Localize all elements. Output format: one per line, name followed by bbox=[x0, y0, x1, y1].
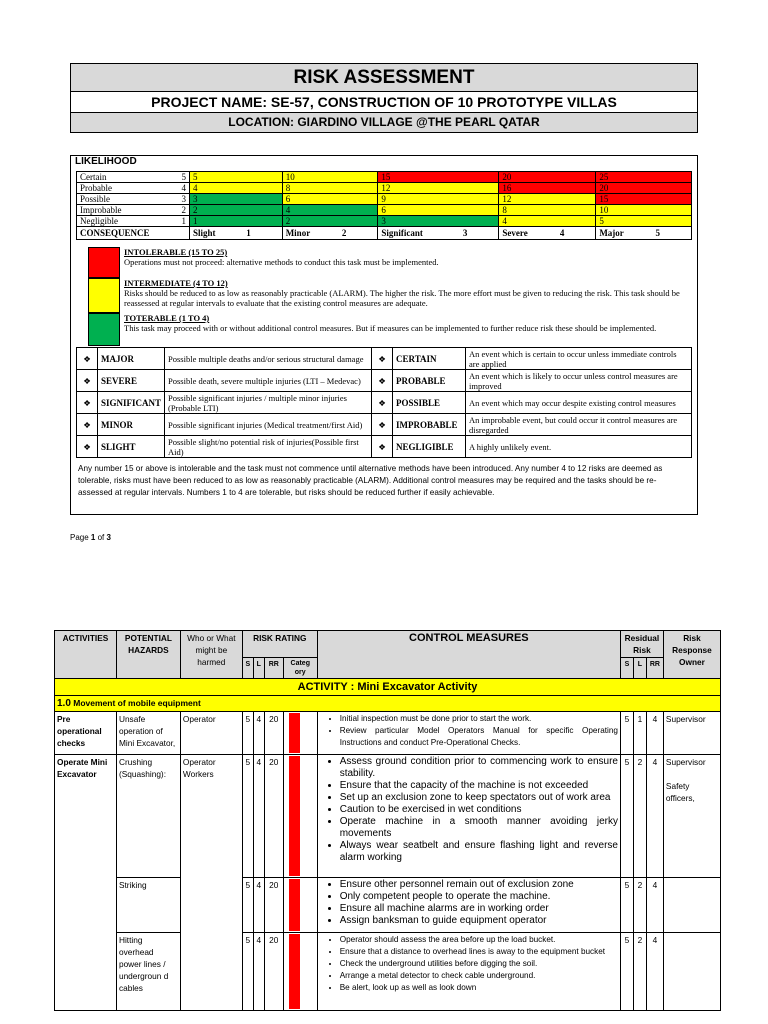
page-number bbox=[70, 533, 111, 542]
activity-banner: ACTIVITY : Mini Excavator Activity bbox=[55, 679, 721, 696]
residual-l: 2 bbox=[633, 755, 646, 878]
col-residual-rr: RR bbox=[646, 658, 663, 679]
control-measures-list bbox=[320, 879, 618, 927]
control-measure: • Always wear seatbelt and ensure flashing light and reverse alarm working bbox=[340, 840, 618, 864]
category-cell bbox=[283, 755, 317, 878]
control-measure: • Be alert, look up as well as look down bbox=[340, 982, 618, 994]
consequence-number: 2 bbox=[341, 228, 347, 238]
bullet-icon: ❖ bbox=[372, 392, 393, 414]
residual-rr: 4 bbox=[646, 878, 663, 933]
bullet-icon: ❖ bbox=[77, 436, 98, 458]
col-activities: ACTIVITIES bbox=[55, 631, 117, 679]
matrix-cell: 6 bbox=[378, 205, 499, 216]
matrix-row bbox=[77, 194, 692, 205]
project-name: PROJECT NAME: SE-57, CONSTRUCTION OF 10 PROTOTYPE VILLAS bbox=[70, 92, 698, 113]
rating-l: 4 bbox=[253, 933, 264, 1011]
consequence-number: 1 bbox=[246, 228, 251, 238]
category-cell bbox=[283, 933, 317, 1011]
matrix-cell: 3 bbox=[190, 194, 283, 205]
consequence-cell bbox=[378, 227, 499, 240]
control-measure: • Review particular Model Operators Manual for specific Operating Instructions and conduct Pre-Operational Checks. bbox=[340, 725, 618, 749]
consequence-number: 5 bbox=[655, 228, 660, 238]
severity-term: MINOR bbox=[98, 414, 165, 436]
legend-tolerable bbox=[76, 313, 692, 346]
matrix-cell: 12 bbox=[499, 194, 596, 205]
col-rr: RR bbox=[264, 658, 283, 679]
section-heading bbox=[55, 696, 721, 712]
matrix-cell: 10 bbox=[596, 205, 692, 216]
severity-description: Possible significant injuries / multiple minor injuries (Probable LTI) bbox=[165, 392, 372, 414]
rating-l: 4 bbox=[253, 755, 264, 878]
rating-s: 5 bbox=[242, 712, 253, 755]
project-location: LOCATION: GIARDINO VILLAGE @THE PEARL QATAR bbox=[70, 113, 698, 133]
legend-swatch-green bbox=[88, 313, 120, 346]
rating-rr: 20 bbox=[264, 712, 283, 755]
who-cell: Operator bbox=[180, 712, 242, 755]
table-row bbox=[55, 755, 721, 878]
rating-l: 4 bbox=[253, 878, 264, 933]
likelihood-term: POSSIBLE bbox=[393, 392, 466, 414]
matrix-cell: 3 bbox=[378, 216, 499, 227]
definition-row bbox=[77, 414, 692, 436]
control-measures-list bbox=[320, 934, 618, 994]
consequence-name: Significant bbox=[381, 228, 423, 238]
likelihood-term: CERTAIN bbox=[393, 348, 466, 370]
likelihood-number: 3 bbox=[181, 194, 186, 204]
severity-term: MAJOR bbox=[98, 348, 165, 370]
severity-description: Possible significant injuries (Medical treatment/first Aid) bbox=[165, 414, 372, 436]
bullet-icon: ❖ bbox=[372, 348, 393, 370]
consequence-label: CONSEQUENCE bbox=[77, 227, 190, 240]
residual-rr: 4 bbox=[646, 755, 663, 878]
activity-cell: Pre operational checks bbox=[55, 712, 117, 755]
residual-l: 2 bbox=[633, 933, 646, 1011]
col-owner: Risk Response Owner bbox=[663, 631, 720, 679]
control-measure: • Arrange a metal detector to check cable underground. bbox=[340, 970, 618, 982]
control-measure: • Operate machine in a smooth manner avoiding jerky movements bbox=[340, 816, 618, 840]
risk-note: Any number 15 or above is intolerable and the task must not commence until alternative methods have been introduced. Any number 4 to 12 risks are deemed as tolerable, risks must have been reduced to as low as reasonably practicable (ALARM). Additional control measures may be required and the tasks should be re-assessed at regular intervals. Numbers 1 to 4 are tolerable, but risks should be reduced further if easily achievable. bbox=[78, 464, 663, 497]
col-hazards: POTENTIAL HAZARDS bbox=[116, 631, 180, 679]
matrix-cell: 4 bbox=[499, 216, 596, 227]
consequence-number: 3 bbox=[462, 228, 468, 238]
severity-description: Possible death, severe multiple injuries (LTI – Medevac) bbox=[165, 370, 372, 392]
likelihood-term: NEGLIGIBLE bbox=[393, 436, 466, 458]
matrix-cell: 25 bbox=[596, 172, 692, 183]
activity-table bbox=[54, 630, 721, 1011]
owner-cell bbox=[663, 712, 720, 755]
category-red-bar bbox=[289, 934, 300, 1009]
matrix-cell: 5 bbox=[190, 172, 283, 183]
col-who: Who or What might be harmed bbox=[180, 631, 242, 679]
category-cell bbox=[283, 712, 317, 755]
control-measures-list bbox=[320, 713, 618, 749]
owner-cell bbox=[663, 755, 720, 878]
legend-text: This task may proceed with or without additional control measures. But if measures can be implemented to further reduce risk these should be implemented. bbox=[124, 323, 657, 333]
matrix-cell: 20 bbox=[499, 172, 596, 183]
legend-intolerable bbox=[76, 247, 692, 278]
hazard-cell: Hitting overhead power lines / undergroun d cables bbox=[116, 933, 180, 1011]
likelihood-label bbox=[77, 194, 190, 205]
rating-rr: 20 bbox=[264, 755, 283, 878]
residual-l: 2 bbox=[633, 878, 646, 933]
matrix-cell: 8 bbox=[282, 183, 378, 194]
likelihood-number: 2 bbox=[181, 205, 186, 215]
definitions-table bbox=[76, 347, 692, 458]
matrix-row bbox=[77, 205, 692, 216]
consequence-name: Major bbox=[599, 228, 624, 238]
owner-name: Supervisor bbox=[665, 714, 706, 724]
residual-rr: 4 bbox=[646, 712, 663, 755]
col-residual-s: S bbox=[620, 658, 633, 679]
control-measure: • Set up an exclusion zone to keep spectators out of work area bbox=[340, 792, 618, 804]
likelihood-number: 4 bbox=[181, 183, 186, 193]
definition-row bbox=[77, 348, 692, 370]
bullet-icon: ❖ bbox=[77, 348, 98, 370]
definition-row bbox=[77, 436, 692, 458]
legend-title: INTERMEDIATE (4 TO 12) bbox=[124, 278, 228, 288]
matrix-row bbox=[77, 216, 692, 227]
control-measure: • Caution to be exercised in wet conditions bbox=[340, 804, 618, 816]
consequence-cell bbox=[282, 227, 378, 240]
control-measure: • Ensure all machine alarms are in working order bbox=[340, 903, 618, 915]
matrix-cell: 16 bbox=[499, 183, 596, 194]
hazard-cell: Striking bbox=[116, 878, 180, 933]
control-measures-list bbox=[320, 756, 618, 864]
likelihood-description: An improbable event, but could occur it control measures are disregarded bbox=[466, 414, 692, 436]
legend-swatch-red bbox=[88, 247, 120, 278]
bullet-icon: ❖ bbox=[77, 414, 98, 436]
consequence-row bbox=[77, 227, 692, 240]
hazard-cell: Crushing (Squashing): bbox=[116, 755, 180, 878]
definition-row bbox=[77, 392, 692, 414]
owner-cell bbox=[663, 933, 720, 1011]
table-row bbox=[55, 712, 721, 755]
residual-s: 5 bbox=[620, 933, 633, 1011]
consequence-cell bbox=[190, 227, 283, 240]
control-measures-cell bbox=[317, 878, 620, 933]
rating-l: 4 bbox=[253, 712, 264, 755]
likelihood-title: LIKELIHOOD bbox=[75, 156, 137, 167]
matrix-cell: 15 bbox=[378, 172, 499, 183]
control-measure: • Ensure other personnel remain out of exclusion zone bbox=[340, 879, 618, 891]
risk-matrix-table bbox=[76, 171, 692, 240]
residual-rr: 4 bbox=[646, 933, 663, 1011]
control-measure: • Check the underground utilities before digging the soil. bbox=[340, 958, 618, 970]
residual-s: 5 bbox=[620, 878, 633, 933]
legend-text: Risks should be reduced to as low as reasonably practicable (ALARM). The higher the risk. The more effort must be given to reducing the risk. This task should be reassessed at regular intervals to evaluate that the existing control measures are adequate. bbox=[124, 288, 680, 308]
likelihood-label bbox=[77, 183, 190, 194]
severity-term: SIGNIFICANT bbox=[98, 392, 165, 414]
consequence-name: Minor bbox=[285, 228, 311, 238]
matrix-cell: 10 bbox=[282, 172, 378, 183]
likelihood-number: 1 bbox=[181, 216, 186, 226]
severity-term: SEVERE bbox=[98, 370, 165, 392]
rating-s: 5 bbox=[242, 755, 253, 878]
legend-text: Operations must not proceed: alternative methods to conduct this task must be implemented. bbox=[124, 257, 439, 267]
control-measure: • Assess ground condition prior to commencing work to ensure stability. bbox=[340, 756, 618, 780]
control-measure: • Only competent people to operate the machine. bbox=[340, 891, 618, 903]
rating-rr: 20 bbox=[264, 933, 283, 1011]
col-residual-l: L bbox=[633, 658, 646, 679]
consequence-name: Slight bbox=[193, 228, 216, 238]
owner-name-secondary: Safety officers, bbox=[665, 781, 695, 803]
bullet-icon: ❖ bbox=[77, 370, 98, 392]
owner-cell bbox=[663, 878, 720, 933]
likelihood-name: Negligible bbox=[80, 216, 118, 226]
likelihood-name: Probable bbox=[80, 183, 112, 193]
document-title: RISK ASSESSMENT bbox=[70, 63, 698, 92]
likelihood-label bbox=[77, 205, 190, 216]
likelihood-term: IMPROBABLE bbox=[393, 414, 466, 436]
consequence-number: 4 bbox=[559, 228, 565, 238]
bullet-icon: ❖ bbox=[372, 414, 393, 436]
bullet-icon: ❖ bbox=[372, 436, 393, 458]
severity-term: SLIGHT bbox=[98, 436, 165, 458]
severity-description: Possible multiple deaths and/or serious structural damage bbox=[165, 348, 372, 370]
activity-cell: Operate Mini Excavator bbox=[55, 755, 117, 1011]
category-red-bar bbox=[289, 713, 300, 753]
col-category: Categ ory bbox=[283, 658, 317, 679]
col-s: S bbox=[242, 658, 253, 679]
consequence-cell bbox=[596, 227, 692, 240]
consequence-cell bbox=[499, 227, 596, 240]
control-measure: • Ensure that a distance to overhead lines is away to the equipment bucket bbox=[340, 946, 618, 958]
bullet-icon: ❖ bbox=[372, 370, 393, 392]
residual-l: 1 bbox=[633, 712, 646, 755]
section-number: 1.0 bbox=[57, 698, 71, 709]
matrix-cell: 8 bbox=[499, 205, 596, 216]
category-red-bar bbox=[289, 879, 300, 931]
matrix-row bbox=[77, 172, 692, 183]
likelihood-name: Possible bbox=[80, 194, 111, 204]
col-risk-rating: RISK RATING bbox=[242, 631, 317, 658]
likelihood-description: An event which is certain to occur unless immediate controls are applied bbox=[466, 348, 692, 370]
rating-s: 5 bbox=[242, 933, 253, 1011]
residual-s: 5 bbox=[620, 712, 633, 755]
likelihood-name: Certain bbox=[80, 172, 107, 182]
owner-name: Supervisor bbox=[665, 757, 706, 767]
matrix-row bbox=[77, 183, 692, 194]
col-residual-risk: Residual Risk bbox=[620, 631, 663, 658]
who-cell: Operator Workers bbox=[180, 755, 242, 1011]
likelihood-description: A highly unlikely event. bbox=[466, 436, 692, 458]
likelihood-number: 5 bbox=[181, 172, 186, 182]
col-l: L bbox=[253, 658, 264, 679]
residual-s: 5 bbox=[620, 755, 633, 878]
matrix-cell: 20 bbox=[596, 183, 692, 194]
hazard-cell: Unsafe operation of Mini Excavator, bbox=[116, 712, 180, 755]
page-prefix: Page bbox=[70, 533, 91, 542]
col-control-measures: CONTROL MEASURES bbox=[317, 631, 620, 679]
section-title: Movement of mobile equipment bbox=[70, 698, 201, 708]
control-measure: • Operator should assess the area before up the load bucket. bbox=[340, 934, 618, 946]
consequence-name: Severe bbox=[502, 228, 528, 238]
control-measure: • Initial inspection must be done prior to start the work. bbox=[340, 713, 618, 725]
definition-row bbox=[77, 370, 692, 392]
likelihood-label bbox=[77, 172, 190, 183]
severity-description: Possible slight/no potential risk of injuries(Possible first Aid) bbox=[165, 436, 372, 458]
matrix-cell: 2 bbox=[190, 205, 283, 216]
category-cell bbox=[283, 878, 317, 933]
bullet-icon: ❖ bbox=[77, 392, 98, 414]
page-current: 1 bbox=[90, 533, 96, 542]
matrix-cell: 2 bbox=[282, 216, 378, 227]
table-row bbox=[55, 933, 721, 1011]
matrix-cell: 15 bbox=[596, 194, 692, 205]
page-mid: of bbox=[95, 533, 107, 542]
rating-s: 5 bbox=[242, 878, 253, 933]
control-measures-cell bbox=[317, 712, 620, 755]
control-measure: • Ensure that the capacity of the machine is not exceeded bbox=[340, 780, 618, 792]
likelihood-term: PROBABLE bbox=[393, 370, 466, 392]
legend-swatch-yellow bbox=[88, 278, 120, 313]
matrix-cell: 12 bbox=[378, 183, 499, 194]
table-row bbox=[55, 878, 721, 933]
legend-intermediate bbox=[76, 278, 692, 313]
likelihood-label bbox=[77, 216, 190, 227]
legend-title: TOTERABLE (1 TO 4) bbox=[124, 313, 210, 323]
likelihood-description: An event which is likely to occur unless control measures are improved bbox=[466, 370, 692, 392]
page-total: 3 bbox=[106, 533, 111, 542]
matrix-cell: 1 bbox=[190, 216, 283, 227]
matrix-cell: 5 bbox=[596, 216, 692, 227]
control-measures-cell bbox=[317, 755, 620, 878]
rating-rr: 20 bbox=[264, 878, 283, 933]
matrix-cell: 4 bbox=[282, 205, 378, 216]
control-measure: • Assign banksman to guide equipment operator bbox=[340, 915, 618, 927]
matrix-cell: 4 bbox=[190, 183, 283, 194]
control-measures-cell bbox=[317, 933, 620, 1011]
likelihood-name: Improbable bbox=[80, 205, 122, 215]
matrix-cell: 6 bbox=[282, 194, 378, 205]
legend-title: INTOLERABLE (15 TO 25) bbox=[124, 247, 228, 257]
matrix-cell: 9 bbox=[378, 194, 499, 205]
likelihood-description: An event which may occur despite existing control measures bbox=[466, 392, 692, 414]
category-red-bar bbox=[289, 756, 300, 876]
